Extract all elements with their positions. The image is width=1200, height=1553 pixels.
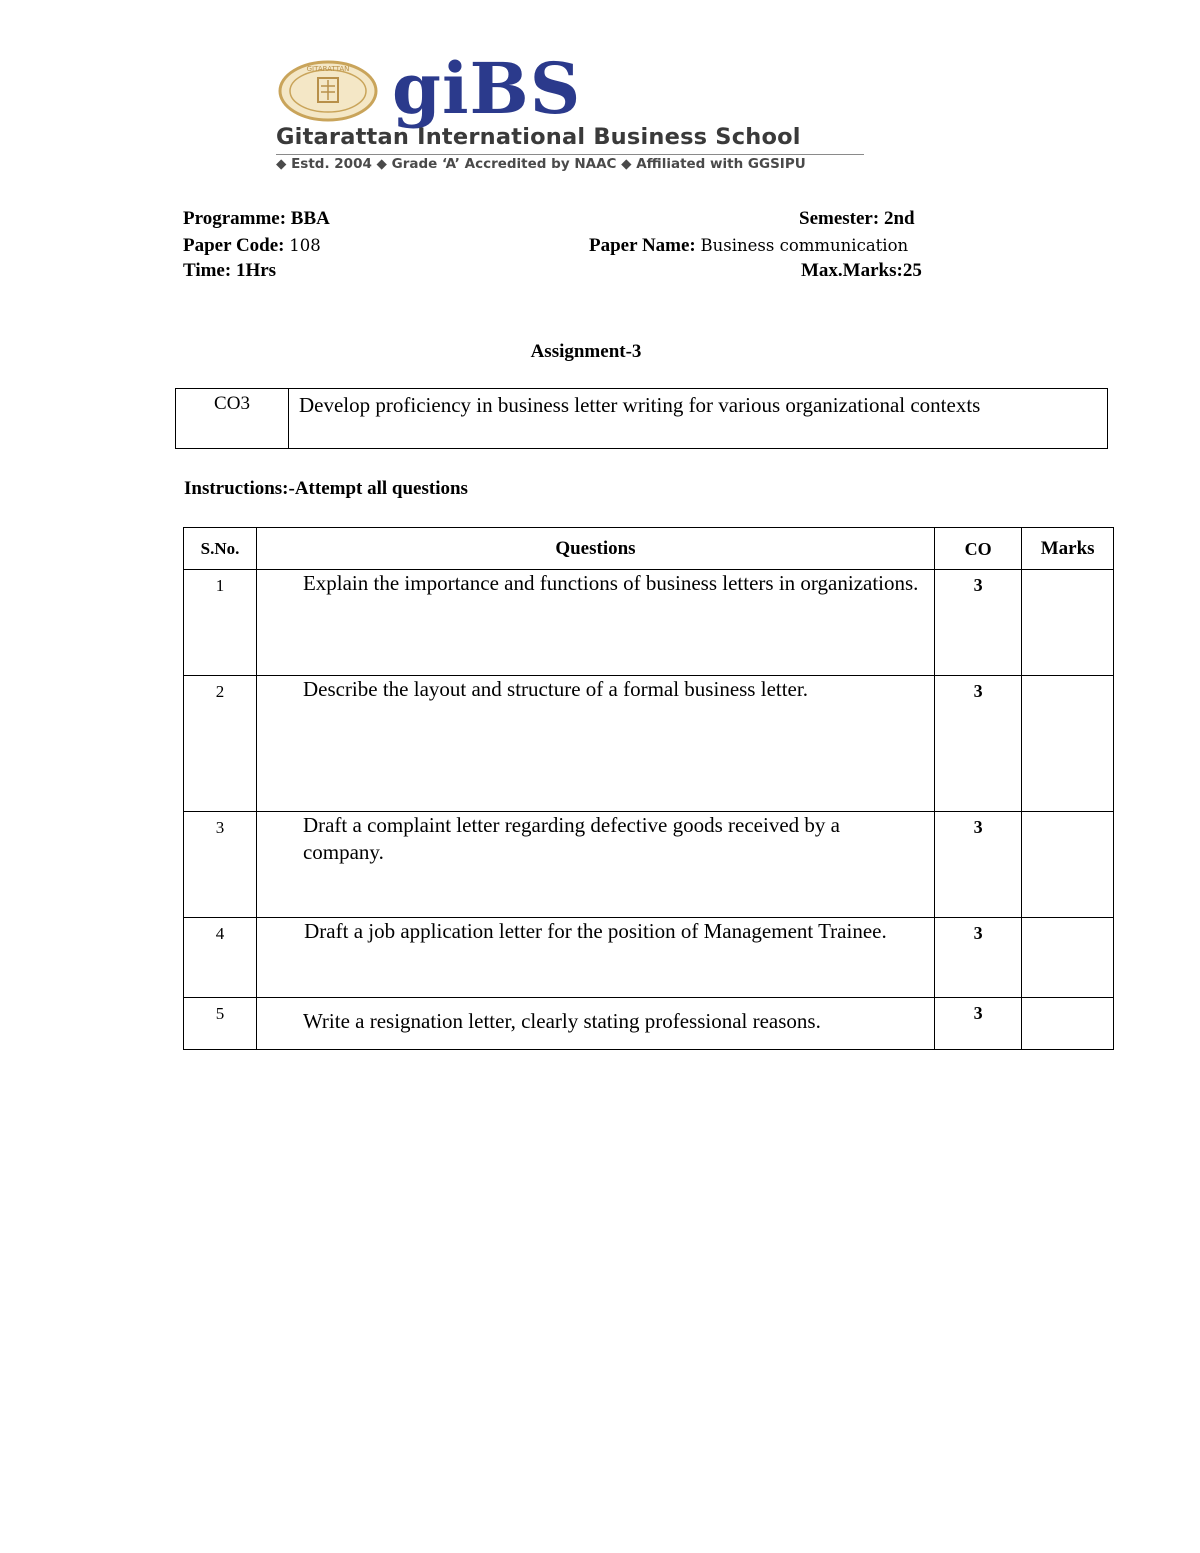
question-number: 1 (184, 570, 257, 676)
table-row (184, 998, 1114, 1050)
svg-text:GITARATTAN: GITARATTAN (306, 65, 350, 73)
question-co: 3 (934, 570, 1021, 676)
question-co: 3 (934, 812, 1021, 918)
max-marks: Max.Marks:25 (801, 260, 922, 281)
question-text: Write a resignation letter, clearly stating professional reasons. (302, 1009, 821, 1033)
questions-table (183, 527, 1114, 1050)
table-row (184, 676, 1114, 812)
paper-name-label: Paper Name: (589, 235, 696, 256)
paper-name-value: Business communication (700, 236, 909, 255)
question-number: 2 (184, 676, 257, 812)
school-name: Gitarattan International Business School (276, 124, 801, 150)
header-co: CO (934, 528, 1021, 570)
instructions: Instructions:-Attempt all questions (184, 478, 468, 499)
brand-logo-text: giBS (392, 47, 582, 130)
paper-code-value: 108 (289, 236, 321, 255)
max-marks-field (801, 260, 922, 282)
programme-value: BBA (290, 208, 330, 229)
question-text: Explain the importance and functions of business letters in organizations. (256, 570, 934, 676)
question-marks (1022, 998, 1114, 1050)
semester-label: Semester: (799, 208, 880, 229)
table-row (184, 812, 1114, 918)
question-text: Describe the layout and structure of a formal business letter. (256, 676, 934, 812)
course-outcome-row (176, 389, 1108, 449)
course-outcome-description: Develop proficiency in business letter writing for various organizational contexts (289, 389, 1108, 449)
institution-header (276, 47, 868, 176)
question-number: 5 (184, 998, 257, 1050)
table-header-row (184, 528, 1114, 570)
question-text: Draft a job application letter for the position of Management Trainee. (256, 918, 934, 998)
header-marks: Marks (1022, 528, 1114, 570)
programme-label: Programme: (183, 208, 287, 229)
question-text: Draft a complaint letter regarding defective goods received by a company. (256, 812, 934, 918)
question-marks (1022, 812, 1114, 918)
time-value: 1Hrs (235, 260, 277, 281)
header-divider (276, 154, 864, 155)
question-co: 3 (934, 676, 1021, 812)
semester-value: 2nd (883, 208, 915, 229)
course-outcome-code: CO3 (176, 389, 289, 449)
question-cell (256, 998, 934, 1050)
course-outcome-table (175, 388, 1108, 449)
semester-field (799, 208, 915, 230)
paper-name-field (589, 235, 908, 257)
institution-seal-logo (278, 60, 378, 122)
paper-code-field (183, 235, 321, 257)
school-tagline: ◆ Estd. 2004 ◆ Grade ‘A’ Accredited by NAAC ◆ Affiliated with GGSIPU (276, 156, 806, 172)
time-field (183, 260, 276, 282)
paper-code-label: Paper Code: (183, 235, 285, 256)
header-sno: S.No. (184, 528, 257, 570)
question-marks (1022, 918, 1114, 998)
question-co: 3 (934, 918, 1021, 998)
header-questions: Questions (256, 528, 934, 570)
assignment-title: Assignment-3 (530, 341, 642, 362)
time-label: Time: (183, 260, 232, 281)
programme-field (183, 208, 330, 230)
table-row (184, 918, 1114, 998)
table-row (184, 570, 1114, 676)
question-number: 4 (184, 918, 257, 998)
question-number: 3 (184, 812, 257, 918)
question-marks (1022, 676, 1114, 812)
question-co: 3 (934, 998, 1021, 1050)
question-marks (1022, 570, 1114, 676)
